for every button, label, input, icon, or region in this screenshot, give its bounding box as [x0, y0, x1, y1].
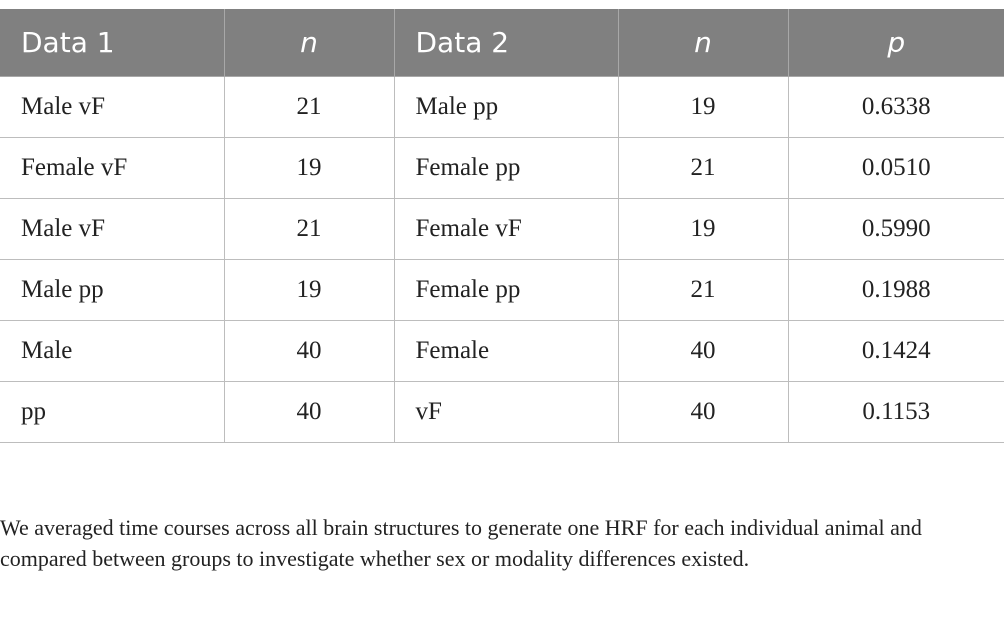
cell-p: 0.0510: [788, 138, 1004, 199]
cell-p: 0.1988: [788, 260, 1004, 321]
cell-data-1: Female vF: [0, 138, 224, 199]
header-p: p: [788, 9, 1004, 77]
comparison-table: [0, 9, 1004, 443]
header-data-2: Data 2: [394, 9, 618, 77]
cell-n-1: 21: [224, 199, 394, 260]
table-row: [0, 321, 1004, 382]
cell-n-2: 19: [618, 77, 788, 138]
header-data-1: Data 1: [0, 9, 224, 77]
cell-data-1: Male pp: [0, 260, 224, 321]
cell-p: 0.5990: [788, 199, 1004, 260]
cell-n-2: 21: [618, 260, 788, 321]
table-header-row: [0, 9, 1004, 77]
cell-p: 0.6338: [788, 77, 1004, 138]
cell-data-2: Female pp: [394, 138, 618, 199]
cell-data-2: vF: [394, 382, 618, 443]
cell-n-2: 40: [618, 321, 788, 382]
cell-p: 0.1153: [788, 382, 1004, 443]
cell-n-2: 19: [618, 199, 788, 260]
cell-p: 0.1424: [788, 321, 1004, 382]
table-row: [0, 260, 1004, 321]
table-row: [0, 382, 1004, 443]
cell-data-2: Female pp: [394, 260, 618, 321]
table-row: [0, 199, 1004, 260]
cell-data-2: Male pp: [394, 77, 618, 138]
cell-n-1: 40: [224, 382, 394, 443]
header-n-1: n: [224, 9, 394, 77]
table-row: [0, 77, 1004, 138]
table-footnote: We averaged time courses across all brain structures to generate one HRF for each individual animal and compared between groups to investigate whether sex or modality differences existed.: [0, 515, 922, 571]
cell-data-1: Male: [0, 321, 224, 382]
table-row: [0, 138, 1004, 199]
cell-data-2: Female vF: [394, 199, 618, 260]
cell-n-1: 19: [224, 260, 394, 321]
cell-data-2: Female: [394, 321, 618, 382]
cell-n-1: 40: [224, 321, 394, 382]
cell-data-1: Male vF: [0, 77, 224, 138]
cell-n-1: 19: [224, 138, 394, 199]
cell-n-2: 40: [618, 382, 788, 443]
header-n-2: n: [618, 9, 788, 77]
cell-data-1: Male vF: [0, 199, 224, 260]
cell-data-1: pp: [0, 382, 224, 443]
cell-n-2: 21: [618, 138, 788, 199]
cell-n-1: 21: [224, 77, 394, 138]
